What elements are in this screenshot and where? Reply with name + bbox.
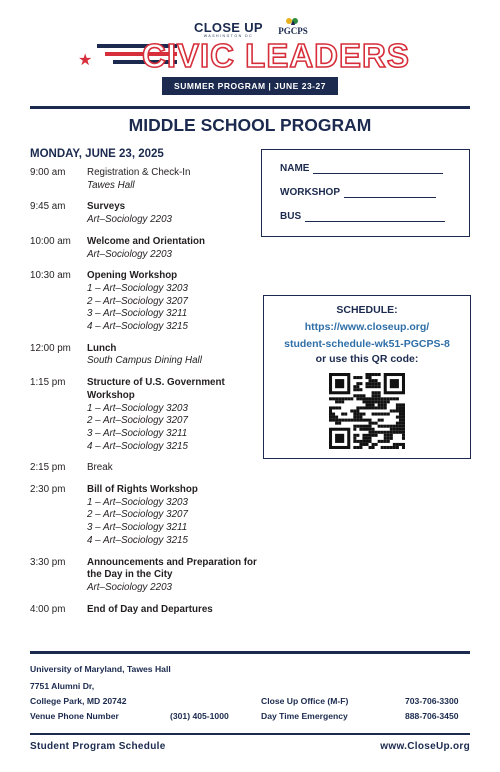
banner-title: CIVIC LEADERS xyxy=(142,37,410,74)
closeup-logo xyxy=(194,20,263,38)
schedule-row xyxy=(30,343,260,368)
schedule-location: 4 – Art–Sociology 3215 xyxy=(87,534,188,546)
schedule-row xyxy=(30,462,260,475)
student-info-box xyxy=(261,149,470,237)
star-icon: ★ xyxy=(78,52,93,69)
schedule-time: 2:15 pm xyxy=(30,462,66,474)
schedule-location: 1 – Art–Sociology 3203 xyxy=(87,402,188,414)
schedule-list xyxy=(30,167,260,625)
bus-label: BUS xyxy=(280,211,302,222)
workshop-line xyxy=(344,187,436,198)
name-label: NAME xyxy=(280,163,310,174)
schedule-time: 3:30 pm xyxy=(30,556,66,568)
schedule-event-title: Opening Workshop xyxy=(87,270,178,282)
qr-code-icon[interactable] xyxy=(329,373,405,449)
schedule-row xyxy=(30,270,260,334)
schedule-row xyxy=(30,236,260,261)
schedule-location: 4 – Art–Sociology 3215 xyxy=(87,440,188,452)
schedule-location: 1 – Art–Sociology 3203 xyxy=(87,496,188,508)
schedule-details xyxy=(87,462,260,475)
emergency-phone: 888-706-3450 xyxy=(405,711,459,721)
schedule-details xyxy=(87,557,260,595)
banner-subtitle: SUMMER PROGRAM | JUNE 23-27 xyxy=(162,77,338,95)
schedule-details xyxy=(87,484,260,548)
emergency-label: Day Time Emergency xyxy=(261,711,348,721)
schedule-url-part2[interactable]: student-schedule-wk51-PGCPS-8 xyxy=(284,338,450,350)
schedule-location: 2 – Art–Sociology 3207 xyxy=(87,295,188,307)
schedule-location: Tawes Hall xyxy=(87,179,135,191)
schedule-location: 2 – Art–Sociology 3207 xyxy=(87,415,188,427)
schedule-details xyxy=(87,201,260,226)
page-title: MIDDLE SCHOOL PROGRAM xyxy=(128,115,372,135)
schedule-event-title: Announcements and Preparation for the Day in the City xyxy=(87,556,257,581)
schedule-link-heading: SCHEDULE: xyxy=(336,304,398,316)
closeup-logo-text: CLOSE UP xyxy=(194,20,263,35)
schedule-location: 3 – Art–Sociology 3211 xyxy=(87,308,188,320)
venue-address-line1: 7751 Alumni Dr, xyxy=(30,681,95,691)
schedule-location: 1 – Art–Sociology 3203 xyxy=(87,282,188,294)
pgcps-label: PGCPS xyxy=(278,26,308,36)
schedule-event-title: Lunch xyxy=(87,342,117,354)
pgcps-logo xyxy=(276,14,310,36)
schedule-location: 4 – Art–Sociology 3215 xyxy=(87,321,188,333)
qr-instruction: or use this QR code: xyxy=(315,353,419,365)
office-phone: 703-706-3300 xyxy=(405,696,459,706)
schedule-time: 10:00 am xyxy=(30,235,71,247)
schedule-location: Art–Sociology 2203 xyxy=(87,214,172,226)
schedule-details xyxy=(87,377,260,453)
schedule-time: 4:00 pm xyxy=(30,603,66,615)
schedule-time: 9:00 am xyxy=(30,167,66,178)
venue-name: University of Maryland, Tawes Hall xyxy=(30,664,171,674)
schedule-event-title: Bill of Rights Workshop xyxy=(87,484,198,496)
schedule-url-part1[interactable]: https://www.closeup.org/ xyxy=(304,321,430,333)
schedule-event-title: Structure of U.S. Government Workshop xyxy=(87,377,225,401)
schedule-event-title: Registration & Check-In xyxy=(87,167,191,178)
schedule-event-title: Break xyxy=(87,462,113,474)
schedule-time: 1:15 pm xyxy=(30,377,66,389)
schedule-time: 2:30 pm xyxy=(30,484,66,496)
venue-address-line2: College Park, MD 20742 xyxy=(30,696,127,706)
schedule-location: South Campus Dining Hall xyxy=(87,355,202,367)
schedule-location: 3 – Art–Sociology 3211 xyxy=(87,427,188,439)
divider-footer xyxy=(30,651,470,654)
pgcps-flame-icon xyxy=(276,14,310,26)
venue-phone-label: Venue Phone Number xyxy=(30,711,119,721)
schedule-row xyxy=(30,377,260,453)
office-label: Close Up Office (M-F) xyxy=(261,696,349,706)
workshop-label: WORKSHOP xyxy=(280,187,340,198)
schedule-event-title: End of Day and Departures xyxy=(87,603,213,615)
schedule-time: 10:30 am xyxy=(30,270,71,282)
name-field xyxy=(280,163,443,174)
schedule-time: 12:00 pm xyxy=(30,342,71,354)
name-line xyxy=(313,163,443,174)
bus-field xyxy=(280,211,445,222)
bus-line xyxy=(305,211,445,222)
venue-phone: (301) 405-1000 xyxy=(170,711,229,721)
workshop-field xyxy=(280,187,436,198)
closeup-logo-sub: WASHINGTON DC xyxy=(203,34,254,38)
schedule-row xyxy=(30,604,260,617)
schedule-details xyxy=(87,167,260,192)
schedule-url[interactable] xyxy=(264,319,470,353)
divider-bottom xyxy=(30,733,470,735)
schedule-event-title: Welcome and Orientation xyxy=(87,235,205,247)
footer-schedule-label: Student Program Schedule xyxy=(30,741,166,752)
schedule-location: Art–Sociology 2203 xyxy=(87,581,172,593)
schedule-location: Art–Sociology 2203 xyxy=(87,248,172,260)
schedule-link-box xyxy=(263,295,471,459)
schedule-time: 9:45 am xyxy=(30,201,66,213)
schedule-location: 3 – Art–Sociology 3211 xyxy=(87,522,188,534)
schedule-details xyxy=(87,270,260,334)
schedule-details xyxy=(87,236,260,261)
divider-top xyxy=(30,106,470,109)
schedule-event-title: Surveys xyxy=(87,201,126,213)
schedule-location: 2 – Art–Sociology 3207 xyxy=(87,509,188,521)
schedule-details xyxy=(87,604,260,617)
schedule-row xyxy=(30,167,260,192)
schedule-row xyxy=(30,557,260,595)
schedule-row xyxy=(30,484,260,548)
footer-website[interactable]: www.CloseUp.org xyxy=(380,741,470,752)
schedule-details xyxy=(87,343,260,368)
schedule-row xyxy=(30,201,260,226)
day-heading: MONDAY, JUNE 23, 2025 xyxy=(30,148,164,160)
